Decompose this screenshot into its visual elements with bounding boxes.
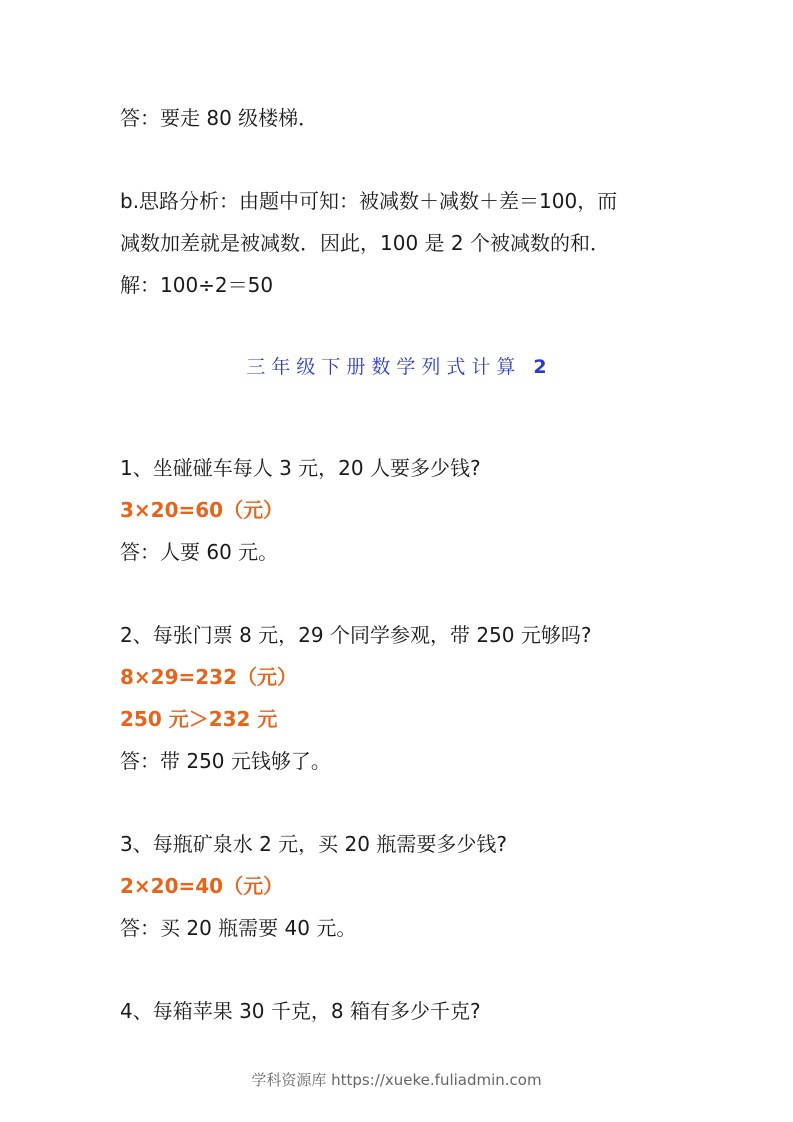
problem-2-work-1: 8×29=232（元） [120,665,298,689]
problem-1-work: 3×20=60（元） [120,498,284,522]
problem-1-answer: 答：人要 60 元。 [120,540,279,564]
analysis-line-1: b.思路分析：由题中可知：被减数＋减数＋差＝100，而 [120,189,618,213]
problem-4-question: 4、每箱苹果 30 千克，8 箱有多少千克? [120,999,481,1023]
problem-2-work-2: 250 元＞232 元 [120,707,278,731]
previous-answer-line: 答：要走 80 级楼梯． [120,106,319,130]
analysis-line-2: 减数加差就是被减数．因此，100 是 2 个被减数的和． [120,231,610,255]
section-title [0,354,793,380]
problem-2-question: 2、每张门票 8 元，29 个同学参观，带 250 元够吗? [120,623,592,647]
section-title-text: 三年级下册数学列式计算 [246,356,522,378]
solution-line: 解：100÷2＝50 [120,273,274,297]
problem-3-answer: 答：买 20 瓶需要 40 元。 [120,916,357,940]
problem-1-question: 1、坐碰碰车每人 3 元，20 人要多少钱? [120,456,481,480]
problem-3-question: 3、每瓶矿泉水 2 元，买 20 瓶需要多少钱? [120,832,507,856]
section-title-number: 2 [533,356,547,378]
footer-source: 学科资源库 https://xueke.fuliadmin.com [251,1071,542,1089]
problem-2-answer: 答：带 250 元钱够了。 [120,749,331,773]
problem-3-work: 2×20=40（元） [120,874,284,898]
